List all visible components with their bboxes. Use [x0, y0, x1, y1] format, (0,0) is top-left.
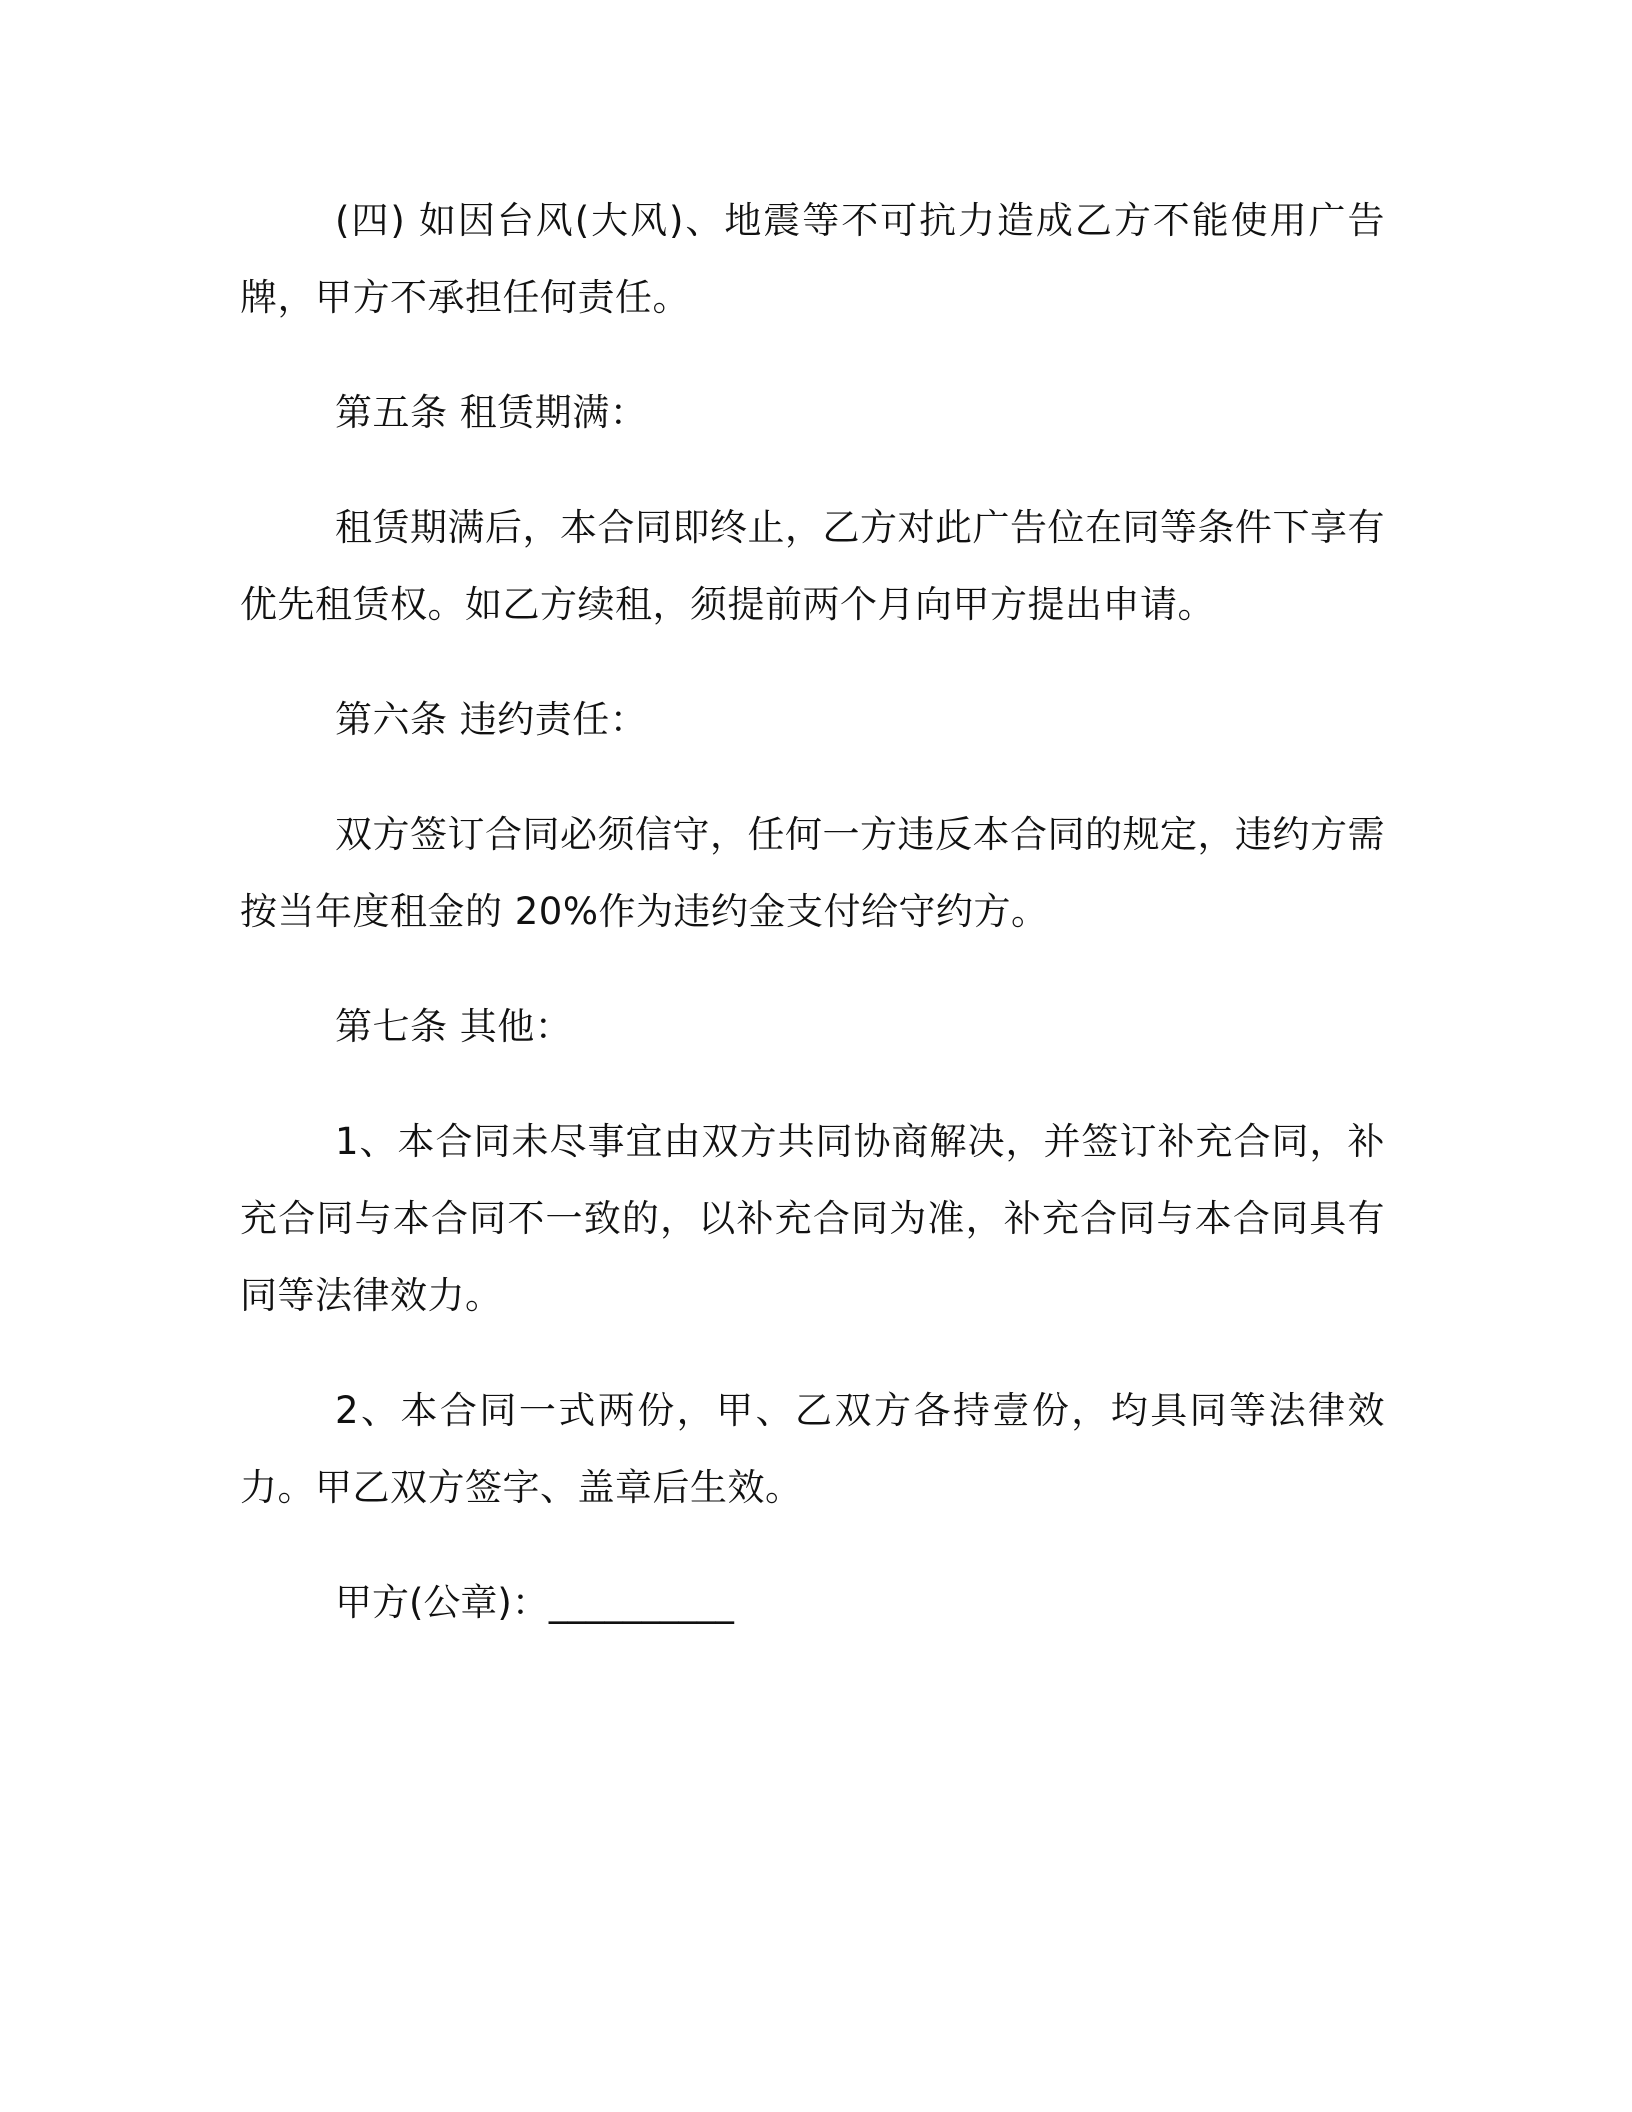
article-5-body: 租赁期满后，本合同即终止，乙方对此广告位在同等条件下享有优先租赁权。如乙方续租，须提前两个月向甲方提出申请。	[240, 506, 1385, 626]
party-a-label: 甲方(公章)：	[335, 1581, 549, 1624]
clause-4-item-4: (四) 如因台风(大风)、地震等不可抗力造成乙方不能使用广告牌，甲方不承担任何责任。	[240, 199, 1385, 319]
article-6-body: 双方签订合同必须信守，任何一方违反本合同的规定，违约方需按当年度租金的 20%作为违约金支付给守约方。	[240, 813, 1385, 933]
article-7-item-1: 1、本合同未尽事宜由双方共同协商解决，并签订补充合同，补充合同与本合同不一致的，以补充合同为准，补充合同与本合同具有同等法律效力。	[240, 1120, 1385, 1317]
article-6-heading: 第六条 违约责任：	[335, 698, 648, 741]
party-a-blank: __________	[548, 1581, 734, 1624]
article-7-heading: 第七条 其他：	[335, 1005, 573, 1048]
document-body	[240, 182, 1385, 1641]
party-a-signature-line	[240, 1564, 1385, 1641]
article-5-heading: 第五条 租赁期满：	[335, 391, 648, 434]
article-7-item-2: 2、本合同一式两份，甲、乙双方各持壹份，均具同等法律效力。甲乙双方签字、盖章后生效。	[240, 1389, 1385, 1509]
